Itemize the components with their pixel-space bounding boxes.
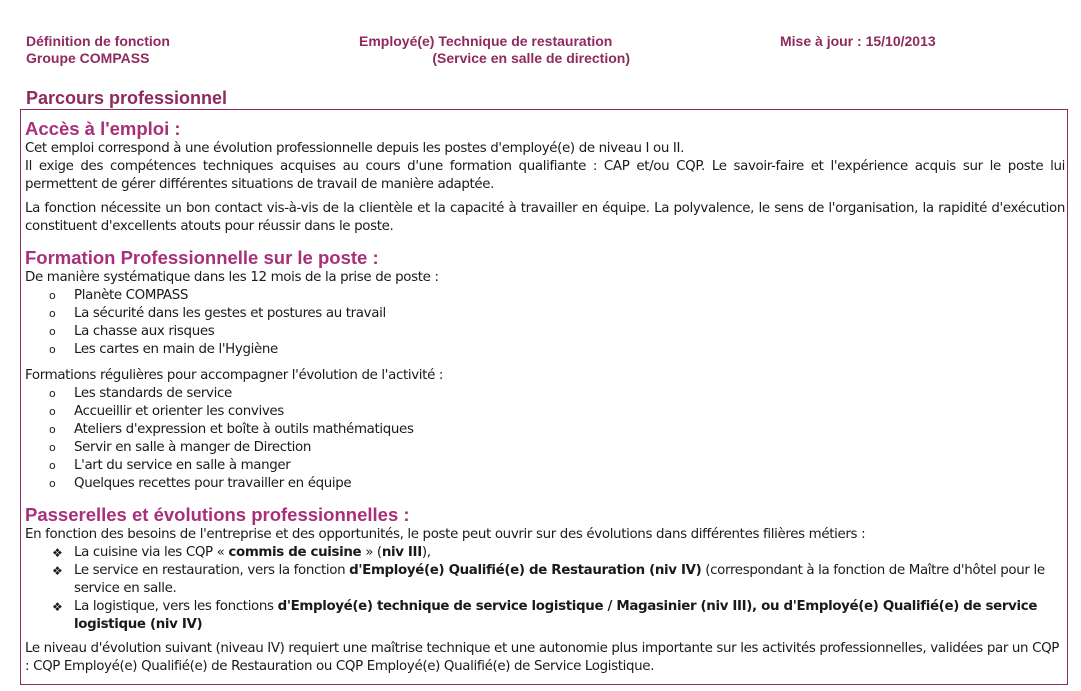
job-title: Employé(e) Technique de restauration [359, 33, 613, 49]
document-body [25, 118, 1065, 676]
doc-type: Définition de fonction [26, 33, 170, 49]
circle-bullet-icon: o [49, 441, 56, 454]
formation-intro1: De manière systématique dans les 12 mois de la prise de poste : [25, 270, 439, 285]
update-date: Mise à jour : 15/10/2013 [780, 33, 936, 49]
acces-paragraph2: La fonction nécessite un bon contact vis-à-vis de la clientèle et la capacité à travailler en équipe. La polyvalence, le sens de l'organisation, la rapidité d'exécution constituent d'excellents atouts pour réussir dans le poste. [25, 201, 1065, 234]
formation-list2 [25, 385, 1065, 493]
section-title-passerelles: Passerelles et évolutions professionnelles : [25, 504, 410, 525]
section-title-acces: Accès à l'emploi : [25, 118, 181, 139]
circle-bullet-icon: o [49, 405, 56, 418]
diamond-bullet-icon: ❖ [52, 564, 63, 578]
header-center [359, 33, 630, 67]
list-item: o Ateliers d'expression et boîte à outils mathématiques [49, 422, 414, 437]
section-title-formation: Formation Professionnelle sur le poste : [25, 247, 379, 268]
list-item: o Les cartes en main de l'Hygiène [49, 342, 278, 357]
list-item: o Quelques recettes pour travailler en équipe [49, 476, 352, 491]
acces-line2: Il exige des compétences techniques acquises au cours d'une formation qualifiante : CAP et/ou CQP. Le savoir-faire et l'expérience acquis sur le poste lui permettent de gérer différentes situations de travail de manière adaptée. [25, 159, 1065, 192]
acces-line1: Cet emploi correspond à une évolution professionnelle depuis les postes d'employé(e) de niveau I ou II. [25, 141, 685, 156]
passerelles-intro: En fonction des besoins de l'entreprise et des opportunités, le poste peut ouvrir sur des évolutions dans différentes filières métiers : [25, 527, 866, 542]
list-item: ❖ Le service en restauration, vers la fonction d'Employé(e) Qualifié(e) de Restauration (niv IV) (correspondant à la fonction de Maître d'hôtel pour le service en salle. [52, 563, 1045, 596]
circle-bullet-icon: o [49, 289, 56, 302]
list-item: ❖ La logistique, vers les fonctions d'Employé(e) technique de service logistique / Magasinier (niv III), ou d'Employé(e) Qualifié(e) de service logistique (niv IV) [52, 599, 1038, 632]
list-item: o La sécurité dans les gestes et postures au travail [49, 306, 386, 321]
passerelles-conclusion: Le niveau d'évolution suivant (niveau IV) requiert une maîtrise technique et une autonomie plus importante sur les activités professionnelles, validées par un CQP : CQP Employé(e) Qualifié(e) de Restauration ou CQP Employé(e) Qualifié(e) de Service Logistique. [25, 641, 1059, 674]
circle-bullet-icon: o [49, 387, 56, 400]
circle-bullet-icon: o [49, 343, 56, 356]
list-item: o Servir en salle à manger de Direction [49, 440, 311, 455]
list-item: o Accueillir et orienter les convives [49, 404, 284, 419]
circle-bullet-icon: o [49, 423, 56, 436]
diamond-bullet-icon: ❖ [52, 600, 63, 614]
circle-bullet-icon: o [49, 477, 56, 490]
company-name: Groupe COMPASS [26, 50, 150, 66]
list-item: o La chasse aux risques [49, 324, 215, 339]
list-item: o L'art du service en salle à manger [49, 458, 291, 473]
list-item: ❖ La cuisine via les CQP « commis de cuisine » (niv III), [52, 545, 431, 560]
page-title: Parcours professionnel [26, 88, 228, 108]
formation-intro2: Formations régulières pour accompagner l'évolution de l'activité : [25, 368, 444, 383]
diamond-bullet-icon: ❖ [52, 546, 63, 560]
circle-bullet-icon: o [49, 459, 56, 472]
header-left [26, 33, 170, 67]
job-subtitle: (Service en salle de direction) [432, 50, 630, 66]
passerelles-list [25, 544, 1065, 634]
list-item: o Les standards de service [49, 386, 232, 401]
list-item: o Planète COMPASS [49, 288, 189, 303]
formation-list1 [25, 287, 1065, 359]
circle-bullet-icon: o [49, 325, 56, 338]
circle-bullet-icon: o [49, 307, 56, 320]
